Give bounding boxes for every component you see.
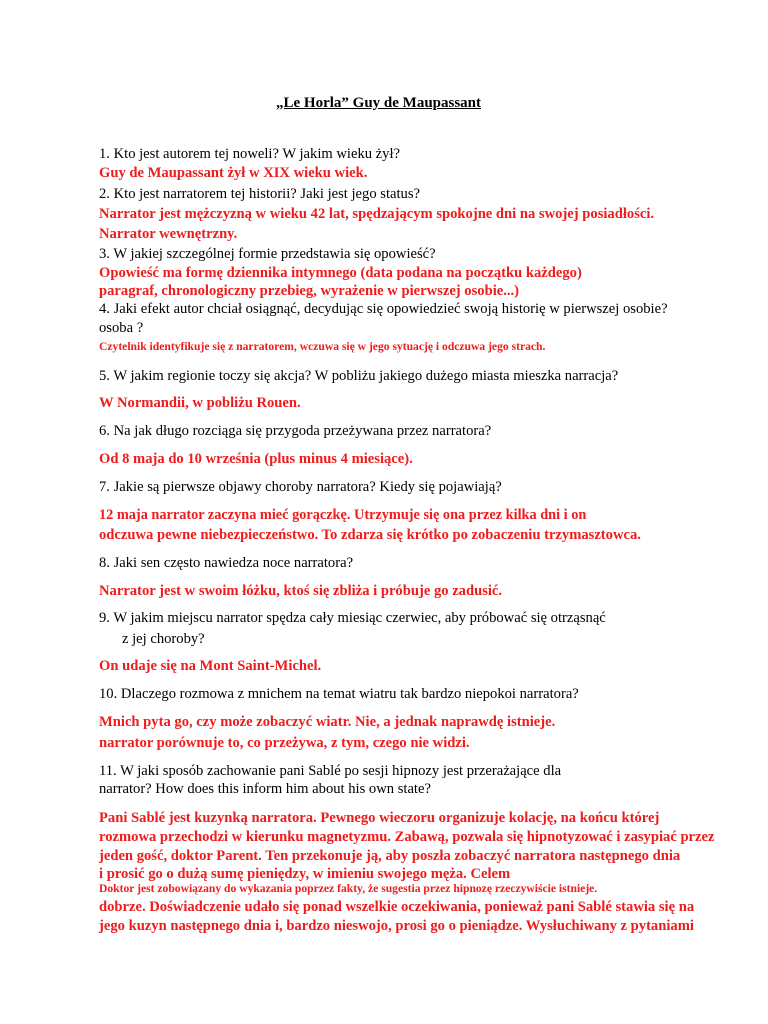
question-11-line-1: 11. W jaki sposób zachowanie pani Sablé po sesji hipnozy jest przerażające dla <box>99 763 562 779</box>
answer-3-line-1: Opowieść ma formę dziennika intymnego (data podana na początku każdego) <box>99 265 582 281</box>
question-8: 8. Jaki sen często nawiedza noce narratora? <box>99 555 354 571</box>
question-4-line-1: 4. Jaki efekt autor chciał osiągnąć, decydując się opowiedzieć swoją historię w pierwszej osobie? <box>99 301 668 317</box>
answer-1: Guy de Maupassant żył w XIX wieku wiek. <box>99 165 368 181</box>
question-2: 2. Kto jest narratorem tej historii? Jaki jest jego status? <box>99 186 420 202</box>
question-7: 7. Jakie są pierwsze objawy choroby narratora? Kiedy się pojawiają? <box>99 479 502 495</box>
document-title: „Le Horla” Guy de Maupassant <box>276 95 482 111</box>
answer-7-line-1: 12 maja narrator zaczyna mieć gorączkę. Utrzymuje się ona przez kilka dni i on <box>99 507 587 523</box>
question-1: 1. Kto jest autorem tej noweli? W jakim wieku żył? <box>99 146 400 162</box>
answer-6: Od 8 maja do 10 września (plus minus 4 miesiące). <box>99 451 413 467</box>
answer-11-line-1: Pani Sablé jest kuzynką narratora. Pewnego wieczoru organizuje kolację, na końcu której <box>99 810 660 826</box>
answer-2-line-1: Narrator jest mężczyzną w wieku 42 lat, spędzającym spokojne dni na swojej posiadłości. <box>99 206 655 222</box>
question-11-line-2: narrator? How does this inform him about his own state? <box>99 781 431 797</box>
question-9-line-1: 9. W jakim miejscu narrator spędza cały miesiąc czerwiec, aby próbować się otrząsnąć <box>99 610 606 626</box>
answer-11-line-3: jeden gość, doktor Parent. Ten przekonuje ją, aby poszła zobaczyć narratora następnego dnia <box>99 848 681 864</box>
question-5: 5. W jakim regionie toczy się akcja? W pobliżu jakiego dużego miasta mieszka narracja? <box>99 368 619 384</box>
answer-11-line-2: rozmowa przechodzi w kierunku magnetyzmu. Zabawą, pozwala się hipnotyzować i zasypiać przez <box>99 829 715 845</box>
answer-8: Narrator jest w swoim łóżku, ktoś się zbliża i próbuje go zadusić. <box>99 583 503 599</box>
question-9-line-2: z jej choroby? <box>122 631 205 647</box>
answer-10-line-2: narrator porównuje to, co przeżywa, z tym, czego nie widzi. <box>99 735 470 751</box>
question-10: 10. Dlaczego rozmowa z mnichem na temat wiatru tak bardzo niepokoi narratora? <box>99 686 579 702</box>
answer-4: Czytelnik identyfikuje się z narratorem, wczuwa się w jego sytuację i odczuwa jego strach. <box>99 340 546 353</box>
answer-5: W Normandii, w pobliżu Rouen. <box>99 395 301 411</box>
question-3: 3. W jakiej szczególnej formie przedstawia się opowieść? <box>99 246 436 262</box>
question-4-line-2: osoba ? <box>99 320 144 336</box>
question-6: 6. Na jak długo rozciąga się przygoda przeżywana przez narratora? <box>99 423 492 439</box>
answer-9: On udaje się na Mont Saint-Michel. <box>99 658 322 674</box>
answer-11-line-5: Doktor jest zobowiązany do wykazania poprzez fakty, że sugestia przez hipnozę rzeczywiście istnieje. <box>99 882 598 895</box>
answer-3-line-2: paragraf, chronologiczny przebieg, wyrażenie w pierwszej osobie...) <box>99 283 520 299</box>
answer-7-line-2: odczuwa pewne niebezpieczeństwo. To zdarza się krótko po zobaczeniu trzymasztowca. <box>99 527 641 543</box>
answer-11-line-7: jego kuzyn następnego dnia i, bardzo nieswojo, prosi go o pieniądze. Wysłuchiwany z pytaniami <box>99 918 694 934</box>
answer-11-line-6: dobrze. Doświadczenie udało się ponad wszelkie oczekiwania, ponieważ pani Sablé stawia się na <box>99 899 695 915</box>
answer-10-line-1: Mnich pyta go, czy może zobaczyć wiatr. Nie, a jednak naprawdę istnieje. <box>99 714 556 730</box>
answer-2-line-2: Narrator wewnętrzny. <box>99 226 238 242</box>
answer-11-line-4: i prosić go o dużą sumę pieniędzy, w imieniu swojego męża. Celem <box>99 866 511 882</box>
